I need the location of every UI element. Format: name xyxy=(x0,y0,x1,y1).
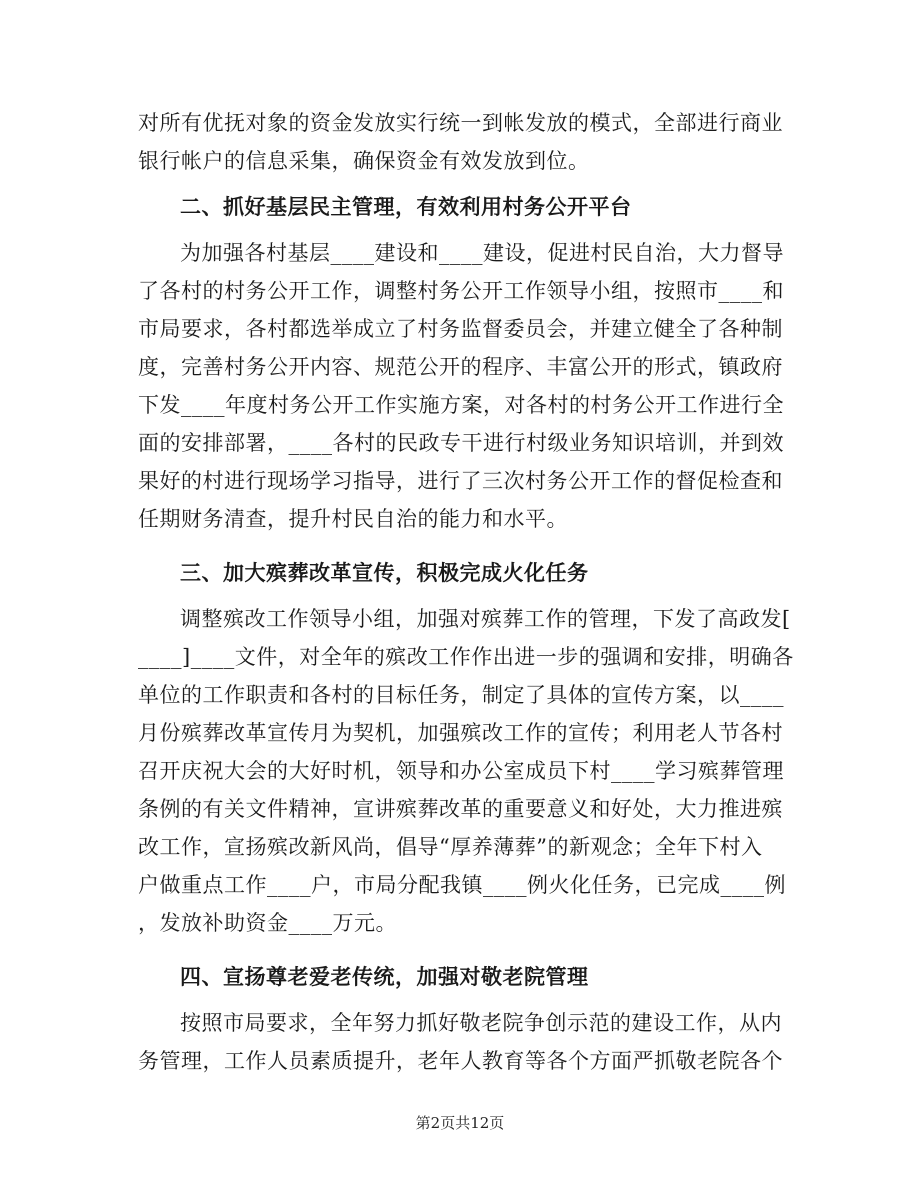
paragraph-line: 为加强各村基层____建设和____建设，促进村民自治，大力督导 xyxy=(180,241,784,265)
paragraph-line: 任期财务清查，提升村民自治的能力和水平。 xyxy=(138,507,568,531)
paragraph-line: 条例的有关文件精神，宣讲殡葬改革的重要意义和好处，大力推进殡 xyxy=(138,797,783,821)
paragraph-line: 月份殡葬改革宣传月为契机，加强殡改工作的宣传；利用老人节各村 xyxy=(138,721,783,745)
section-heading-3: 三、加大殡葬改革宣传，积极完成火化任务 xyxy=(180,560,589,585)
paragraph-line: 市局要求，各村都选举成立了村务监督委员会，并建立健全了各种制 xyxy=(138,317,783,341)
page-number-footer: 第2页共12页 xyxy=(415,1114,505,1132)
section-heading-4: 四、宣扬尊老爱老传统，加强对敬老院管理 xyxy=(180,964,589,989)
paragraph-line: 按照市局要求，全年努力抓好敬老院争创示范的建设工作，从内 xyxy=(180,1011,782,1035)
paragraph-line: 面的安排部署，____各村的民政专干进行村级业务知识培训，并到效 xyxy=(138,431,784,455)
paragraph-line: 银行帐户的信息采集，确保资金有效发放到位。 xyxy=(138,149,590,173)
paragraph-line: 果好的村进行现场学习指导，进行了三次村务公开工作的督促检查和 xyxy=(138,469,783,493)
paragraph-line: 对所有优抚对象的资金发放实行统一到帐发放的模式，全部进行商业 xyxy=(138,111,783,135)
paragraph-line: ____]____文件，对全年的殡改工作作出进一步的强调和安排，明确各 xyxy=(138,645,794,669)
section-heading-2: 二、抓好基层民主管理，有效利用村务公开平台 xyxy=(180,194,632,219)
paragraph-line: 务管理，工作人员素质提升，老年人教育等各个方面严抓敬老院各个 xyxy=(138,1049,783,1073)
paragraph-line: 下发____年度村务公开工作实施方案，对各村的村务公开工作进行全 xyxy=(138,393,784,417)
paragraph-line: 召开庆祝大会的大好时机，领导和办公室成员下村____学习殡葬管理 xyxy=(138,759,784,783)
paragraph-line: 调整殡改工作领导小组，加强对殡葬工作的管理，下发了高政发[ xyxy=(180,607,791,631)
paragraph-line: ，发放补助资金____万元。 xyxy=(138,911,397,935)
paragraph-line: 单位的工作职责和各村的目标任务，制定了具体的宣传方案，以____ xyxy=(138,683,784,707)
paragraph-line: 了各村的村务公开工作，调整村务公开工作领导小组，按照市____和 xyxy=(138,279,784,303)
paragraph-line: 户做重点工作____户，市局分配我镇____例火化任务，已完成____例 xyxy=(138,873,786,897)
paragraph-line: 改工作，宣扬殡改新风尚，倡导“厚养薄葬”的新观念；全年下村入 xyxy=(138,835,763,859)
paragraph-line: 度，完善村务公开内容、规范公开的程序、丰富公开的形式，镇政府 xyxy=(138,355,783,379)
